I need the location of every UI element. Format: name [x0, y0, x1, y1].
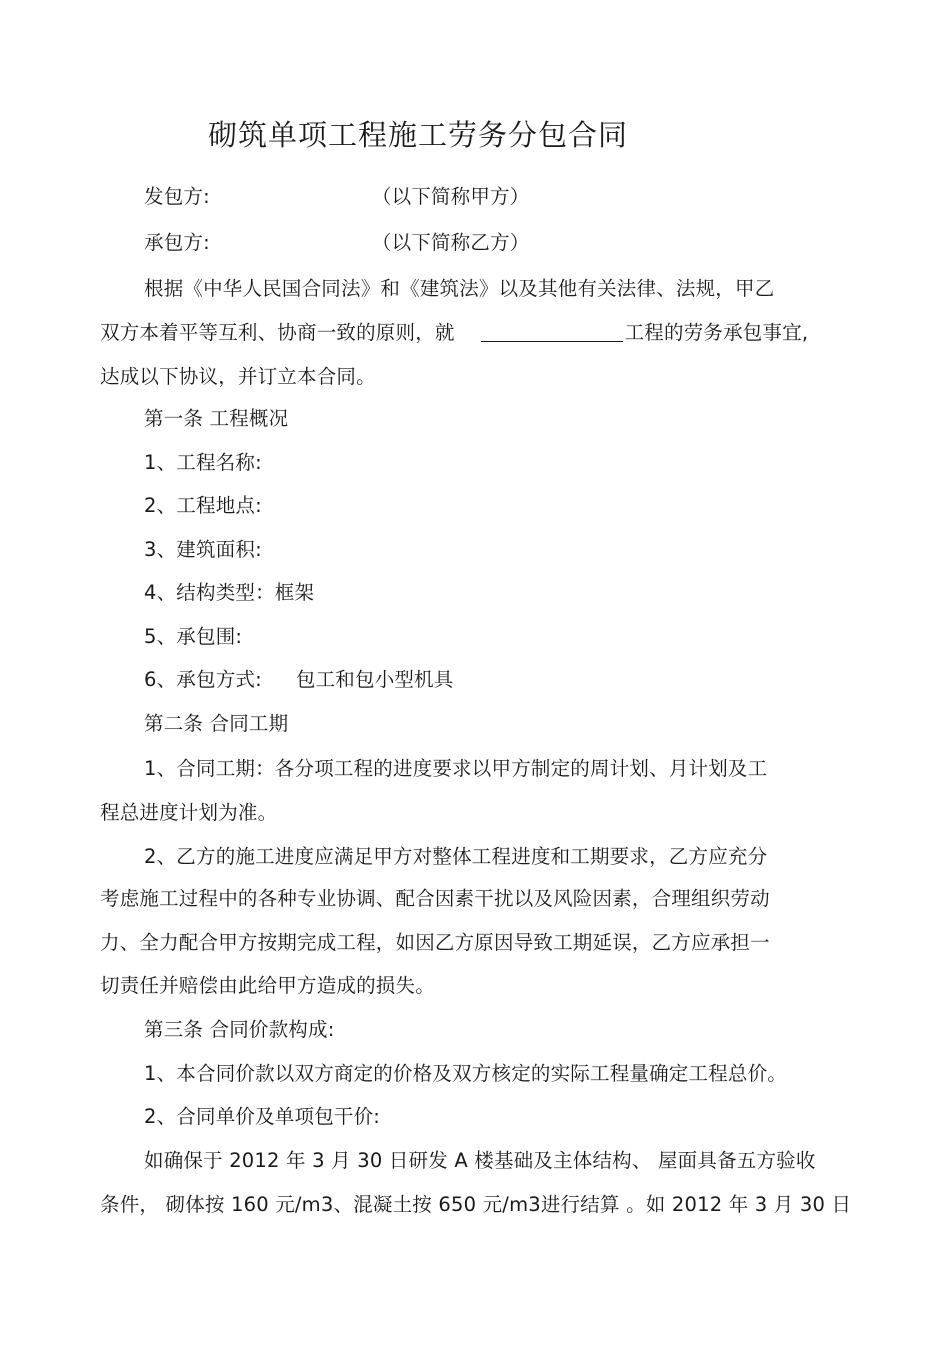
contractor-line: [144, 230, 529, 256]
contractor-label: 承包方:: [144, 231, 210, 254]
art2-p1-line-1: 1、合同工期：各分项工程的进度要求以甲方制定的周计划、月计划及工: [144, 757, 768, 780]
art1-item-4: 4、结构类型：框架: [144, 581, 315, 604]
preamble-line-3: 达成以下协议，并订立本合同。: [100, 365, 376, 388]
preamble-line-2-end: 工程的劳务承包事宜,: [624, 321, 809, 344]
preamble-line-1: 根据《中华人民国合同法》和《建筑法》以及其他有关法律、法规，甲乙: [144, 277, 775, 300]
art1-item-1: 1、工程名称:: [144, 451, 262, 474]
art1-item-3: 3、建筑面积:: [144, 538, 262, 561]
art1-item-2: 2、工程地点:: [144, 494, 262, 517]
art1-item-5: 5、承包围:: [144, 625, 243, 648]
employer-label: 发包方:: [144, 185, 210, 208]
art1-item-6-label: 6、承包方式:: [144, 668, 262, 691]
art3-paragraph-line-2: 条件， 砌体按 160 元/m3、混凝土按 650 元/m3进行结算 。如 2012 年 3 月 30 日: [100, 1193, 852, 1216]
article-2-heading: 第二条 合同工期: [144, 712, 289, 735]
art2-p2-line-2: 考虑施工过程中的各种专业协调、配合因素干扰以及风险因素，合理组织劳动: [100, 887, 770, 910]
art2-p1-line-2: 程总进度计划为准。: [100, 801, 278, 824]
preamble-line-2: [100, 320, 808, 346]
art2-p2-line-4: 切责任并赔偿由此给甲方造成的损失。: [100, 974, 435, 997]
employer-line: [144, 184, 529, 210]
art1-item-6: [144, 667, 454, 693]
article-1-heading: 第一条 工程概况: [144, 407, 289, 430]
contractor-note: （以下简称乙方）: [371, 231, 530, 254]
art2-p2-line-1: 2、乙方的施工进度应满足甲方对整体工程进度和工期要求，乙方应充分: [144, 845, 768, 868]
art3-item-1: 1、本合同价款以双方商定的价格及双方核定的实际工程量确定工程总价。: [144, 1062, 788, 1085]
document-title: 砌筑单项工程施工劳务分包合同: [208, 118, 629, 152]
employer-note: （以下简称甲方）: [371, 185, 530, 208]
preamble-line-2-start: 双方本着平等互利、协商一致的原则，就: [100, 321, 455, 344]
art3-item-2: 2、合同单价及单项包干价:: [144, 1105, 381, 1128]
art3-paragraph-line-1: 如确保于 2012 年 3 月 30 日研发 A 楼基础及主体结构、 屋面具备五方验收: [144, 1149, 816, 1172]
project-name-blank: [481, 321, 623, 342]
art1-item-6-value: 包工和包小型机具: [295, 668, 454, 691]
article-3-heading: 第三条 合同价款构成:: [144, 1018, 335, 1041]
art2-p2-line-3: 力、全力配合甲方按期完成工程，如因乙方原因导致工期延误，乙方应承担一: [100, 931, 770, 954]
